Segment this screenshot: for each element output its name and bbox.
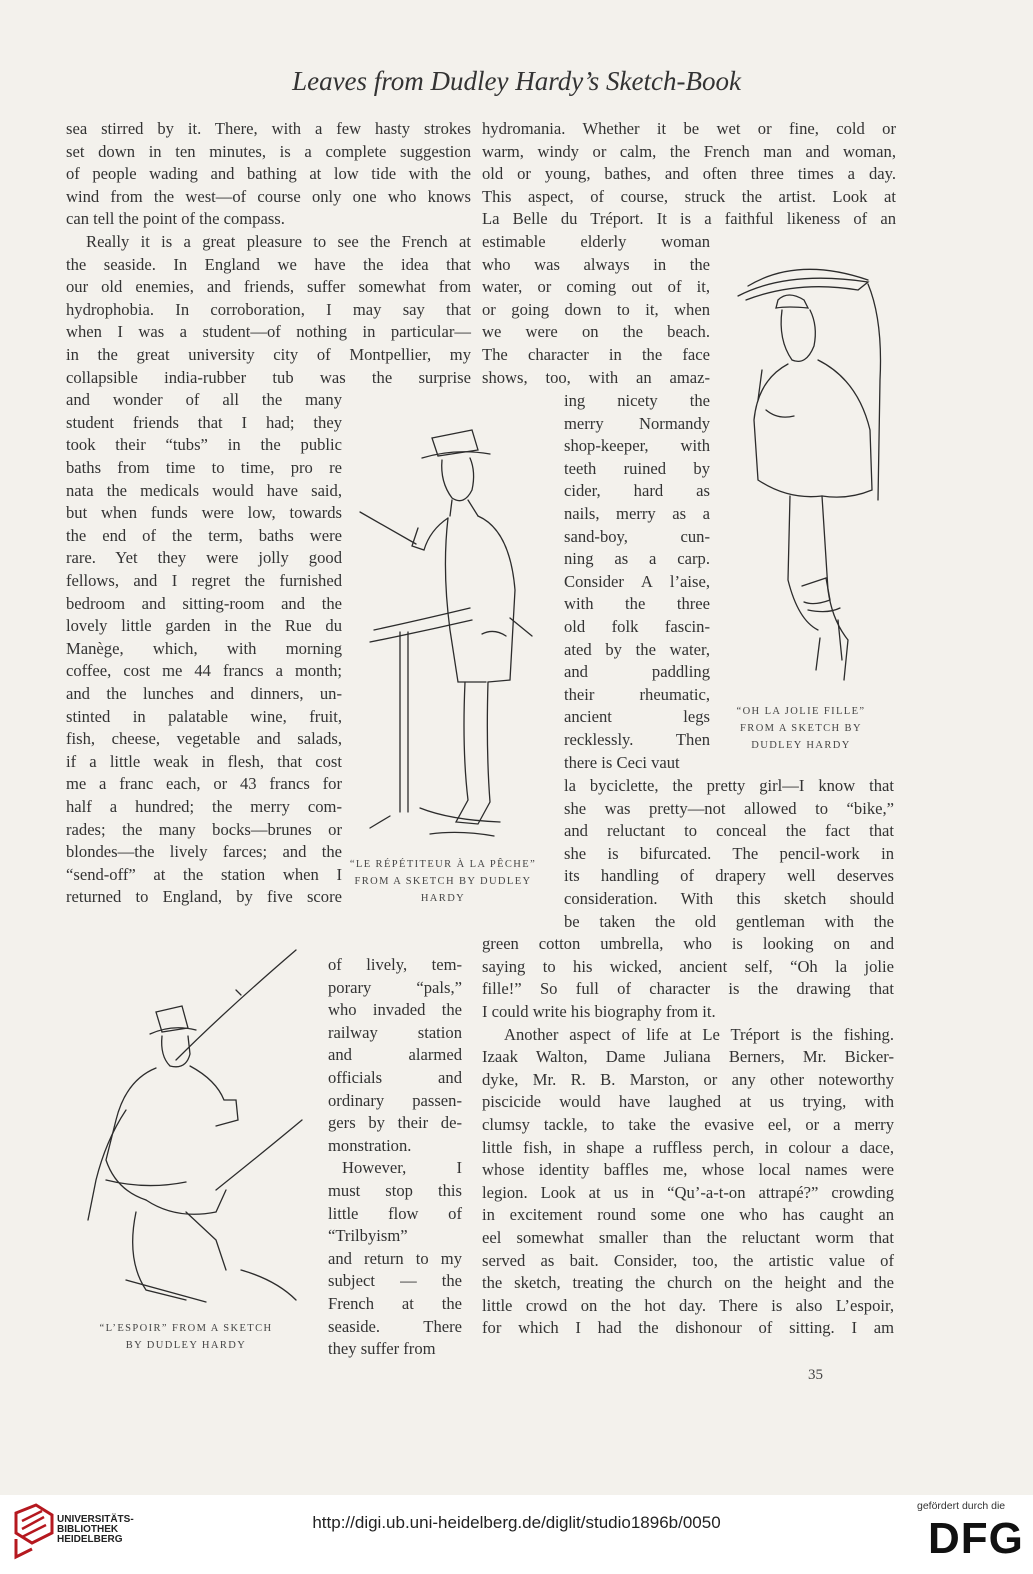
text-line: who was always in the — [482, 254, 710, 274]
text-line: eel somewhat smaller than the reluctant worm that — [482, 1228, 894, 1247]
text-line: shows, too, with an amaz- — [482, 367, 710, 387]
funder-logo: DFG — [928, 1514, 1024, 1563]
caption-line: FROM A SKETCH BY — [740, 723, 862, 734]
text-line: lovely little garden in the Rue du — [66, 616, 342, 636]
text-line: rare. Yet they were jolly good — [66, 548, 342, 568]
text-line: if a little weak in flesh, that cost — [66, 751, 342, 771]
text-line: bedroom and sitting-room and the — [66, 593, 342, 613]
text-line: set down in ten minutes, is a complete suggestion — [66, 141, 471, 161]
text-line: its handling of drapery well deserves — [564, 866, 894, 886]
text-line: legion. Look at us in “Qu’-a-t-on attrapé?” crowding — [482, 1182, 894, 1202]
text-line: Izaak Walton, Dame Juliana Berners, Mr. Bicker- — [482, 1047, 894, 1067]
text-line: teeth ruined by — [564, 458, 710, 478]
text-line: the sketch, treating the church on the height and the — [482, 1273, 894, 1293]
text-line: me a franc each, or 43 francs for — [66, 774, 342, 794]
text-line: little crowd on the hot day. There is also L’espoir, — [482, 1295, 894, 1315]
text-line: and alarmed — [328, 1045, 462, 1065]
text-line: of lively, tem- — [328, 955, 462, 974]
text-line: ing nicety the — [564, 391, 710, 410]
text-line: saying to his wicked, ancient self, “Oh la jolie — [482, 956, 894, 976]
text-line: little flow of — [328, 1203, 462, 1223]
caption-line: HARDY — [420, 893, 466, 904]
text-line: she is bifurcated. The pencil-work in — [564, 843, 894, 863]
text-line: the seaside. In England we have the idea that — [66, 254, 471, 274]
text-line: and reluctant to conceal the fact that — [564, 821, 894, 841]
text-line: in excitement round some one who has caught an — [482, 1205, 894, 1225]
text-line: shop-keeper, with — [564, 436, 710, 456]
text-line: or going down to it, when — [482, 299, 710, 319]
text-line: water, or coming out of it, — [482, 277, 710, 297]
text-line: when I was a student—of nothing in particular— — [66, 322, 471, 342]
text-line: “Trilbyism” — [328, 1226, 408, 1246]
caption-repetiteur — [322, 856, 564, 907]
library-line: UNIVERSITÄTS- — [57, 1514, 134, 1525]
text-line: and paddling — [564, 662, 710, 682]
text-line: Another aspect of life at Le Tréport is the fishing. — [504, 1024, 894, 1044]
repetiteur-sketch — [360, 420, 550, 860]
text-line: in the great university city of Montpellier, my — [66, 345, 471, 364]
text-line: and wonder of all the many — [66, 390, 342, 410]
text-line: ordinary passen- — [328, 1090, 462, 1110]
text-line: but when funds were low, towards — [66, 503, 342, 523]
text-line: cider, hard as — [564, 481, 710, 501]
caption-line: “L’ESPOIR” FROM A SKETCH — [99, 1323, 273, 1334]
caption-jolie-fille — [716, 703, 886, 754]
funder-note: gefördert durch die — [917, 1500, 1006, 1512]
text-line: she was pretty—not allowed to “bike,” — [564, 798, 894, 818]
text-line: I could write his biography from it. — [482, 1002, 716, 1021]
text-line: stinted in palatable wine, fruit, — [66, 706, 342, 726]
text-line: Manège, which, with morning — [66, 638, 342, 658]
text-line: blondes—the lively farces; and the — [66, 842, 342, 862]
footer-bar — [0, 1495, 1033, 1574]
text-line: rades; the many bocks—brunes or — [66, 819, 342, 839]
text-line: be taken the old gentleman with the — [564, 911, 894, 931]
text-line: la byciclette, the pretty girl—I know that — [564, 776, 894, 795]
text-line: took their “tubs” in the public — [66, 435, 342, 455]
text-line: This aspect, of course, struck the artist. Look at — [482, 186, 896, 206]
text-line: hydromania. Whether it be wet or fine, cold or — [482, 119, 896, 138]
running-head: Leaves from Dudley Hardy’s Sketch-Book — [292, 66, 741, 96]
text-line: consideration. With this sketch should — [564, 889, 894, 908]
text-line: officials and — [328, 1068, 462, 1087]
text-line: La Belle du Tréport. It is a faithful likeness of an — [482, 209, 896, 229]
text-line: railway station — [328, 1022, 462, 1042]
text-line: hydrophobia. In corroboration, I may say that — [66, 299, 471, 319]
text-line: of people wading and bathing at low tide with the — [66, 164, 471, 184]
text-line: seaside. There — [328, 1316, 462, 1336]
text-line: fish, cheese, vegetable and salads, — [66, 729, 342, 749]
text-line: coffee, cost me 44 francs a month; — [66, 661, 342, 681]
text-line: our old enemies, and friends, suffer somewhat from — [66, 277, 471, 297]
text-line: recklessly. Then — [564, 730, 710, 749]
text-line: monstration. — [328, 1135, 412, 1155]
caption-line: “OH LA JOLIE FILLE” — [736, 706, 866, 717]
text-line: sand-boy, cun- — [564, 526, 710, 546]
text-line: student friends that I had; they — [66, 412, 342, 432]
text-line: fellows, and I regret the furnished — [66, 571, 342, 590]
text-line: French at the — [328, 1294, 462, 1313]
text-line: nata the medicals would have said, — [66, 480, 342, 500]
text-line: “send-off” at the station when I — [66, 864, 342, 884]
text-line: wind from the west—of course only one who knows — [66, 186, 471, 206]
text-line: whose identity baffles me, whose local names were — [482, 1160, 894, 1180]
text-line: porary “pals,” — [328, 977, 462, 997]
text-line: green cotton umbrella, who is looking on and — [482, 934, 894, 954]
text-line: can tell the point of the compass. — [66, 209, 285, 229]
text-line: sea stirred by it. There, with a few hasty strokes — [66, 119, 471, 138]
text-line: However, I — [342, 1158, 462, 1178]
text-line: with the three — [564, 594, 710, 614]
caption-espoir — [66, 1320, 306, 1354]
text-line: must stop this — [328, 1181, 462, 1200]
caption-line: BY DUDLEY HARDY — [125, 1340, 247, 1351]
text-line: who invaded the — [328, 1000, 462, 1020]
text-line: piscicide would have laughed at us trying, with — [482, 1092, 894, 1112]
caption-line: DUDLEY HARDY — [751, 740, 851, 751]
caption-line: FROM A SKETCH BY DUDLEY — [354, 876, 532, 887]
text-line: their rheumatic, — [564, 684, 710, 704]
library-line: BIBLIOTHEK — [57, 1524, 119, 1535]
text-line: ning as a carp. — [564, 549, 710, 569]
library-line: HEIDELBERG — [57, 1534, 123, 1545]
text-line: returned to England, by five score — [66, 887, 342, 907]
text-line: warm, windy or calm, the French man and woman, — [482, 141, 896, 161]
text-line: and the lunches and dinners, un- — [66, 684, 342, 703]
text-line: old or young, bathes, and often three times a day. — [482, 164, 896, 184]
text-line: there is Ceci vaut — [564, 752, 680, 772]
text-line: subject — the — [328, 1271, 462, 1291]
text-line: ated by the water, — [564, 639, 710, 659]
text-line: gers by their de- — [328, 1113, 462, 1133]
source-url[interactable]: http://digi.ub.uni-heidelberg.de/diglit/studio1896b/0050 — [312, 1513, 721, 1532]
text-line: estimable elderly woman — [482, 232, 710, 251]
espoir-sketch — [66, 950, 296, 1320]
text-line: ancient legs — [564, 707, 710, 727]
text-line: for which I had the dishonour of sitting. I am — [482, 1318, 894, 1338]
text-line: baths from time to time, pro re — [66, 458, 342, 477]
text-line: Consider A l’aise, — [564, 571, 710, 591]
text-line: served as bait. Consider, too, the artistic value of — [482, 1250, 894, 1270]
text-line: collapsible india-rubber tub was the surprise — [66, 367, 471, 387]
text-line: Really it is a great pleasure to see the French at — [86, 232, 471, 251]
page-number: 35 — [808, 1367, 823, 1383]
text-line: they suffer from — [328, 1339, 436, 1359]
text-line: nails, merry as a — [564, 504, 710, 523]
text-line: the end of the term, baths were — [66, 525, 342, 545]
text-line: little fish, in shape a ruffless perch, in colour a dace, — [482, 1137, 894, 1157]
text-line: clumsy tackle, to take the evasive eel, or a merry — [482, 1115, 894, 1134]
jolie-fille-sketch — [718, 260, 888, 690]
text-line: we were on the beach. — [482, 322, 710, 342]
text-line: merry Normandy — [564, 413, 710, 433]
text-line: The character in the face — [482, 345, 710, 364]
text-line: fille!” So full of character is the drawing that — [482, 979, 894, 999]
text-line: dyke, Mr. R. B. Marston, or any other noteworthy — [482, 1069, 894, 1089]
text-line: and return to my — [328, 1248, 462, 1268]
text-line: old folk fascin- — [564, 617, 710, 636]
text-line: half a hundred; the merry com- — [66, 797, 342, 816]
caption-line: “LE RÉPÉTITEUR À LA PÊCHE” — [349, 859, 537, 870]
